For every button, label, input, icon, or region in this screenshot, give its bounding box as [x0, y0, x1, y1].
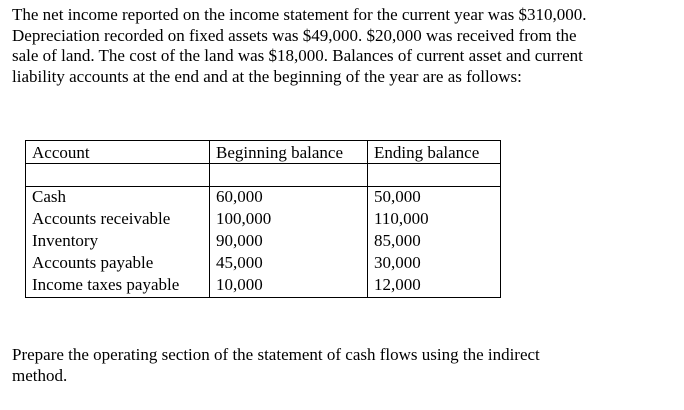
task-instruction-line: Prepare the operating section of the statement of cash flows using the indirect [12, 345, 540, 364]
problem-statement-line: The net income reported on the income statement for the current year was $310,000. [12, 5, 587, 24]
ending-balance: 30,000 [368, 253, 501, 275]
header-account: Account [26, 141, 210, 164]
ending-balance: 85,000 [368, 231, 501, 253]
ending-balance: 50,000 [368, 187, 501, 210]
table-row [26, 187, 501, 210]
table-row [26, 253, 501, 275]
ending-balance: 110,000 [368, 209, 501, 231]
beginning-balance: 60,000 [210, 187, 368, 210]
header-ending-balance: Ending balance [368, 141, 501, 164]
problem-statement-line: liability accounts at the end and at the beginning of the year are as follows: [12, 66, 522, 86]
table-row [26, 209, 501, 231]
account-name: Accounts payable [26, 253, 210, 275]
account-name: Cash [26, 187, 210, 210]
problem-statement [12, 5, 676, 87]
task-instruction [12, 345, 676, 386]
ending-balance: 12,000 [368, 275, 501, 298]
table-row [26, 231, 501, 253]
beginning-balance: 100,000 [210, 209, 368, 231]
beginning-balance: 90,000 [210, 231, 368, 253]
problem-statement-line: Depreciation recorded on fixed assets was $49,000. $20,000 was received from the [12, 25, 577, 45]
account-name: Income taxes payable [26, 275, 210, 298]
account-name: Inventory [26, 231, 210, 253]
task-instruction-line: method. [12, 365, 68, 385]
table-row [26, 275, 501, 298]
account-name: Accounts receivable [26, 209, 210, 231]
beginning-balance: 45,000 [210, 253, 368, 275]
table-header-row [26, 141, 501, 164]
account-balances-table [25, 140, 501, 298]
problem-statement-line: sale of land. The cost of the land was $18,000. Balances of current asset and current [12, 46, 583, 65]
table-spacer-row [26, 164, 501, 187]
beginning-balance: 10,000 [210, 275, 368, 298]
header-beginning-balance: Beginning balance [210, 141, 368, 164]
